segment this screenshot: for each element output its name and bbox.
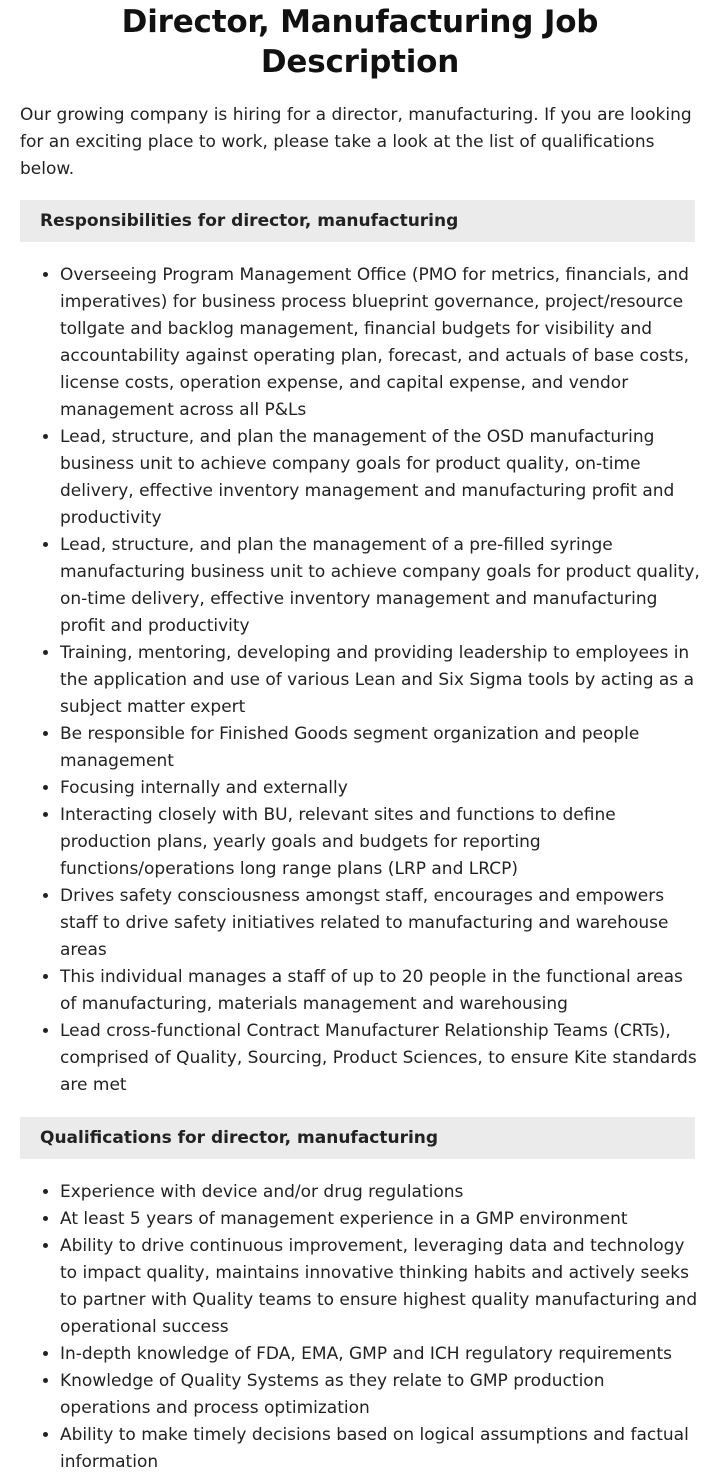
list-item: • This individual manages a staff of up to 20 people in the functional areas of manufacturing, materials management and warehousing (60, 964, 700, 1018)
qualifications-heading: Qualifications for director, manufacturing (20, 1117, 695, 1159)
list-item: • Lead, structure, and plan the management of a pre-filled syringe manufacturing business unit to achieve company goals for product quality, on-time delivery, effective inventory management and manufacturing profit and productivity (60, 532, 700, 640)
list-item: • At least 5 years of management experience in a GMP environment (60, 1206, 700, 1233)
list-item: • Training, mentoring, developing and providing leadership to employees in the application and use of various Lean and Six Sigma tools by acting as a subject matter expert (60, 640, 700, 721)
list-item: • Lead cross-functional Contract Manufacturer Relationship Teams (CRTs), comprised of Quality, Sourcing, Product Sciences, to ensure Kite standards are met (60, 1018, 700, 1099)
list-item: • Interacting closely with BU, relevant sites and functions to define production plans, yearly goals and budgets for reporting functions/operations long range plans (LRP and LRCP) (60, 802, 700, 883)
list-item: • Ability to make timely decisions based on logical assumptions and factual information (60, 1422, 700, 1476)
qualifications-list (20, 1179, 700, 1476)
list-item: • Be responsible for Finished Goods segment organization and people management (60, 721, 700, 775)
list-item: • Knowledge of Quality Systems as they relate to GMP production operations and process optimization (60, 1368, 700, 1422)
list-item: • In-depth knowledge of FDA, EMA, GMP and ICH regulatory requirements (60, 1341, 700, 1368)
list-item: • Overseeing Program Management Office (PMO for metrics, financials, and imperatives) for business process blueprint governance, project/resource tollgate and backlog management, financial budgets for visibility and accountability against operating plan, forecast, and actuals of base costs, license costs, operation expense, and capital expense, and vendor management across all P&Ls (60, 262, 700, 424)
list-item: • Experience with device and/or drug regulations (60, 1179, 700, 1206)
intro-paragraph: Our growing company is hiring for a director, manufacturing. If you are looking for an exciting place to work, please take a look at the list of qualifications below. (20, 105, 692, 179)
list-item: • Drives safety consciousness amongst staff, encourages and empowers staff to drive safety initiatives related to manufacturing and warehouse areas (60, 883, 700, 964)
page-title: Director, Manufacturing Job Description (121, 4, 599, 80)
list-item: • Lead, structure, and plan the management of the OSD manufacturing business unit to achieve company goals for product quality, on-time delivery, effective inventory management and manufacturing profit and productivity (60, 424, 700, 532)
responsibilities-list (20, 262, 700, 1099)
list-item: • Focusing internally and externally (60, 775, 700, 802)
list-item: • Ability to drive continuous improvement, leveraging data and technology to impact quality, maintains innovative thinking habits and actively seeks to partner with Quality teams to ensure highest quality manufacturing and operational success (60, 1233, 700, 1341)
responsibilities-heading: Responsibilities for director, manufacturing (20, 200, 695, 242)
